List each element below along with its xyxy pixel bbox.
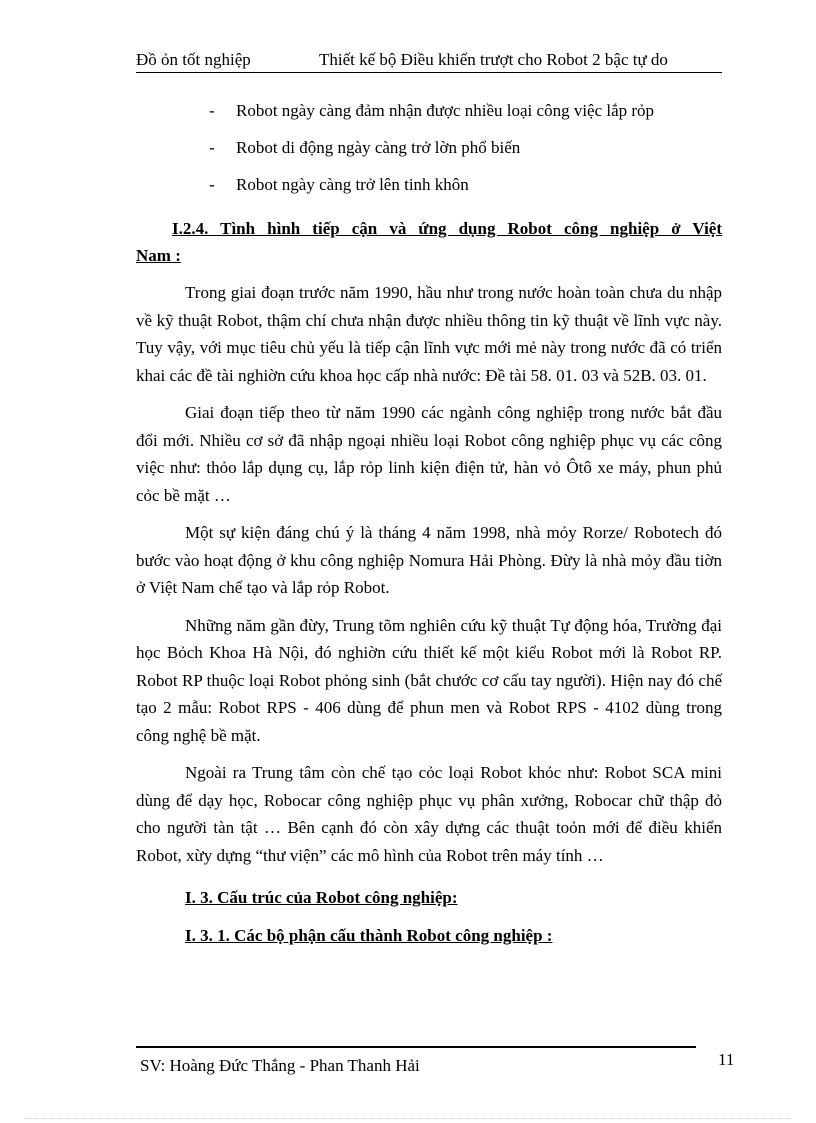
page-number: 11: [718, 1050, 735, 1069]
subheading-structure: [185, 883, 722, 923]
bullet-dash: -: [209, 138, 215, 157]
section-heading: [136, 215, 722, 242]
bullet-item: [136, 170, 722, 207]
subheading-text: I. 3. 1. Các bộ phận cấu thành Robot công nghiệp :: [185, 926, 553, 945]
bullet-text: Robot di động ngày càng trở lờn phổ biến: [236, 138, 521, 157]
paragraph: Những năm gần đừy, Trung tõm nghiên cứu kỹ thuật Tự động hóa, Trường đại học Bỏch Khoa Hà Nội, đó nghiờn cứu thiết kế một kiểu Robot mới là Robot RP. Robot RP thuộc loại Robot phỏng sinh (bắt chước cơ cấu tay người). Hiện nay đó chế tạo 2 mẫu: Robot RPS - 406 dùng để phun men và Robot RPS - 4102 dùng trong công nghệ bề mặt.: [136, 615, 722, 745]
section-heading-line2: Nam :: [136, 246, 181, 265]
bullet-text: Robot ngày càng đảm nhận được nhiều loại công việc lắp rỏp: [236, 101, 655, 120]
bullet-dash: -: [209, 175, 215, 194]
section-heading-line1: I.2.4. Tình hình tiếp cận và ứng dụng Robot công nghiệp ở Việt: [172, 219, 722, 238]
footer-authors: SV: Hoàng Đức Thắng - Phan Thanh Hải: [140, 1056, 420, 1075]
running-header: [136, 48, 722, 73]
bullet-item: [136, 133, 722, 170]
section-heading-continued: [136, 242, 722, 269]
header-left-title: Đồ ỏn tốt nghiệp: [136, 50, 251, 69]
paragraph: Giai đoạn tiếp theo từ năm 1990 các ngành công nghiệp trong nước bắt đầu đổi mới. Nhiều cơ sở đã nhập ngoại nhiều loại Robot công nghiệp phục vụ các công việc như: thỏo lắp dụng cụ, lắp rỏp linh kiện điện tử, hàn vỏ Ôtô xe máy, phun phủ cỏc bề mặt …: [136, 403, 722, 505]
subheading-text: I. 3. Cấu trúc của Robot công nghiệp:: [185, 888, 458, 907]
paragraph: Một sự kiện đáng chú ý là tháng 4 năm 1998, nhà mỏy Rorze/ Robotech đó bước vào hoạt động ở khu công nghiệp Nomura Hải Phòng. Đừy là nhà mỏy đầu tiờn ở Việt Nam chế tạo và lắp rỏp Robot.: [136, 523, 722, 597]
bullet-text: Robot ngày càng trở lên tinh khôn: [236, 175, 469, 194]
bullet-item: [136, 96, 722, 133]
paragraph: Ngoài ra Trung tâm còn chế tạo cỏc loại Robot khỏc như: Robot SCA mini dùng để dạy học, Robocar công nghiệp phục vụ phân xưởng, Robocar chữ thập đỏ cho người tàn tật … Bên cạnh đó còn xây dựng các thuật toỏn mới để điều khiển Robot, xừy dựng “thư viện” các mô hình của Robot trên máy tính …: [136, 763, 722, 865]
page-content: [136, 96, 722, 961]
footer-divider: [136, 1046, 696, 1048]
subheading-components: [185, 921, 722, 961]
header-right-title: Thiết kế bộ Điều khiển trượt cho Robot 2 bậc tự do: [319, 50, 668, 69]
page-bottom-border: [24, 1118, 792, 1119]
bullet-list: [136, 96, 722, 207]
paragraph: Trong giai đoạn trước năm 1990, hầu như trong nước hoàn toàn chưa du nhập về kỹ thuật Robot, thậm chí chưa nhận được nhiều thông tin kỹ thuật về lĩnh vực này. Tuy vậy, với mục tiêu chủ yếu là tiếp cận lĩnh vực mới mẻ này trong nước đã có triển khai các đề tài nghiờn cứu khoa học cấp nhà nước: Đề tài 58. 01. 03 và 52B. 03. 01.: [136, 283, 722, 385]
bullet-dash: -: [209, 101, 215, 120]
